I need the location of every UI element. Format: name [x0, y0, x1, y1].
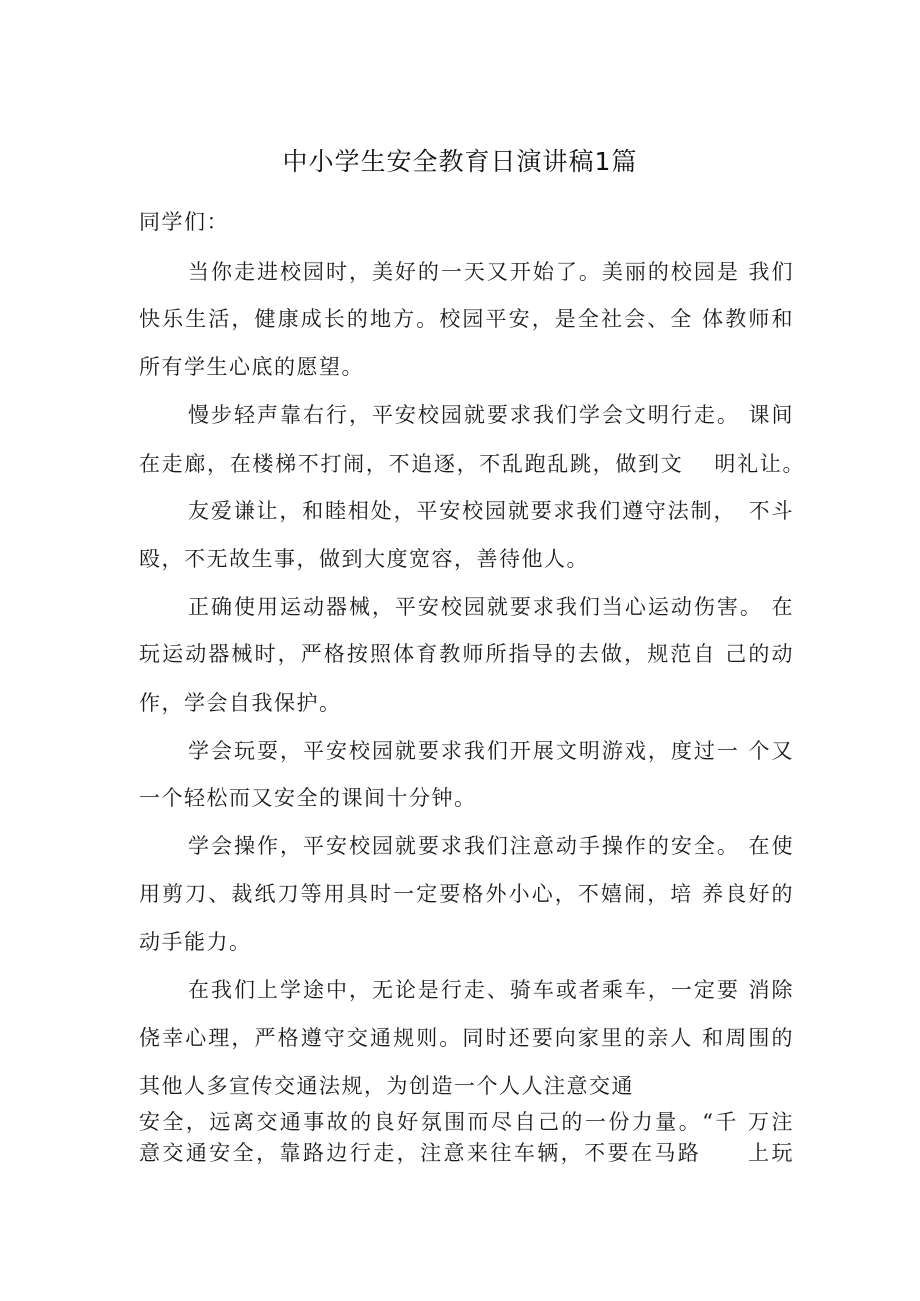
- paragraph-3-line-1: 友爱谦让，和睦相处，平安校园就要求我们遵守法制， 不斗: [188, 499, 794, 523]
- paragraph-6-line-2: 用剪刀、裁纸刀等用具时一定要格外小心，不嬉闹，培 养良好的: [139, 882, 794, 906]
- paragraph-7-line-2: 侥幸心理，严格遵守交通规则。同时还要向家里的亲人 和周围的: [139, 1026, 794, 1050]
- paragraph-2-line-2: 在走廊，在楼梯不打闹，不追逐，不乱跑乱跳，做到文 明礼让。: [139, 452, 805, 476]
- paragraph-7-line-1: 在我们上学途中，无论是行走、骑车或者乘车，一定要 消除: [188, 978, 794, 1002]
- paragraph-1-line-3: 所有学生心底的愿望。: [139, 355, 364, 379]
- document-title: 中小学生安全教育日演讲稿1篇: [282, 147, 638, 176]
- paragraph-6-line-3: 动手能力。: [139, 930, 252, 954]
- paragraph-7-line-3: 其他人多宣传交通法规，为创造一个人人注意交通: [139, 1074, 634, 1098]
- paragraph-4-line-2: 玩运动器械时，严格按照体育教师所指导的去做，规范自 己的动: [139, 642, 794, 666]
- paragraph-4-line-1: 正确使用运动器械，平安校园就要求我们当心运动伤害。 在: [188, 595, 794, 619]
- salutation: 同学们：: [139, 210, 229, 234]
- paragraph-4-line-3: 作，学会自我保护。: [139, 691, 342, 715]
- paragraph-3-line-2: 殴，不无故生事，做到大度宽容，善待他人。: [139, 547, 589, 571]
- paragraph-5-line-2: 一个轻松而又安全的课间十分钟。: [139, 786, 477, 810]
- paragraph-2-line-1: 慢步轻声靠右行，平安校园就要求我们学会文明行走。 课间: [188, 403, 794, 427]
- paragraph-5-line-1: 学会玩耍，平安校园就要求我们开展文明游戏，度过一 个又: [188, 739, 794, 763]
- paragraph-7-line-4: 安全，远离交通事故的良好氛围而尽自己的一份力量。“千 万注: [139, 1110, 794, 1134]
- paragraph-6-line-1: 学会操作，平安校园就要求我们注意动手操作的安全。 在使: [188, 834, 794, 858]
- paragraph-7-line-5: 意交通安全，靠路边行走，注意来往车辆，不要在马路 上玩: [139, 1141, 794, 1165]
- paragraph-1-line-1: 当你走进校园时，美好的一天又开始了。美丽的校园是 我们: [188, 260, 794, 284]
- paragraph-1-line-2: 快乐生活，健康成长的地方。校园平安，是全社会、全 体教师和: [139, 307, 794, 331]
